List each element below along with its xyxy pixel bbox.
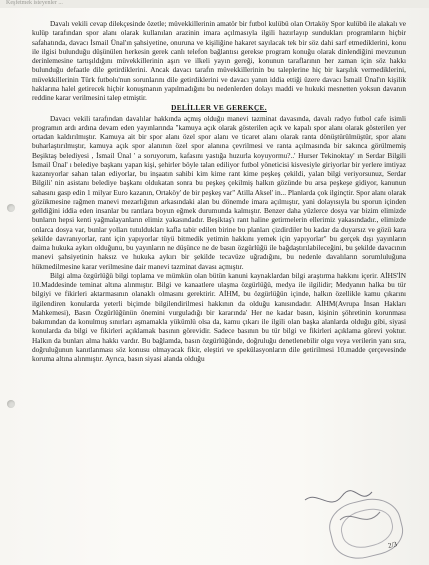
- page-number: 2/3: [387, 540, 398, 550]
- law-paragraph: Bilgi alma özgürlüğü bilgi toplama ve mümkün olan bütün kanuni kaynaklardan bilgi araştırma hakkını içerir. AİHS'İN 10.Maddesinde teminat altına alınmıştır. Bilgi ve kanaatlere ulaşma özgürlüğü, medya ile ilgilidir; Medyanın halka bu tür bilgiyi ve fikirleri aktarmasının olanaklı olmasını gerektirir. AİHM, bu özgürlüğün içinde, halkın özellikle kamu çıkarını ilgilendiren konularda yeterli biçimde bilgilendirilmesi hakkının da olduğu kanısındadır. AİHM(Avrupa İnsan Hakları Mahkemesi), Basın Özgürlüğünün önemini vurguladığı bir kararında' Her ne kadar basın, kişinin şöhretinin korunması bakımından da konulmuş sınırları aşmamakla yükümlü olsa da, kamu çıkarı ile ilgili olan başka alanlarda olduğu gibi, siyasi konularda da bilgi ve fikirleri açıklamak basının görevidir. Sadece basının bu tür bilgi ve fikirleri açıklama görevi yoktur. Halkın da bunları alma hakkı vardır. Bu bağlamda, basın özgürlüğünde, doğruluğu denetlenebilir olgu veya verilerin yanı sıra, doğruluğunun kanıtlanması söz konusu olmayacak fikir, eleştiri ve spekülasyonların dile getirilmesi 10.madde çerçevesinde koruma altına alınmıştır. Ayrıca, basın siyasi alanda olduğu: [32, 270, 406, 363]
- defense-paragraph: Davalı vekili cevap dilekçesinde özetle; müvekkillerinin amatör bir futbol kulübü olan Ortaköy Spor kulübü ile alakalı ve kulüp tarafından spor alanı olarak kullanılan arazinin imara açılmasıyla ilgili hazırlayıp sundukları programların hiçbir safahatında, davacı İsmail Ünal'ın şahsiyetine, onuruna ve kişiliğine hakaret sayılacak tek bir söz dahi sarf etmediklerini, konu ile ilgisi bulunduğu düşünülen herkesin gerek canlı telefon bağlantısı gerekse program konuğu olarak dinlendiğini mevzunun derinlemesine tartışıldığını müvekkillerinin aşırı ve ilkeli yayın gereği, konunun taraflarının her zaman için söz hakkı bulunduğu defaatle dile getirdiklerini. Ancak davacı tarafın müvekkillerinin bu taleplerine hiç bir karşılık vermediklerini, müvekkillerinin Türk futbolu'nun sorunlarını dile getirdiklerini ve davacı yanın iddia ettiği üzere davacı İsmail Ünal'ın kişilik haklarına halel getirecek hiçbir konuşmanın yapılmadığını bu nedenlerden dolayı maddi ve hukuki mesnetten yoksun davanın reddine karar verilmesini talep etmiştir.: [32, 19, 406, 102]
- faded-header-text: Keşfetmek isteyenler ...: [6, 0, 63, 6]
- section-heading: DELİLLER VE GEREKÇE.: [171, 103, 267, 113]
- claim-paragraph: Davacı vekili tarafından davalılar hakkında açmış olduğu manevi tazminat davasında, davalı radyo futbol cafe isimli programın ardı ardına devam eden yayınlarında "kamuya açık olarak gösterilen açık ve kapalı spor alanı olarak gösterilen yer ortadan kaldırılmıştır. Kamuya ait bir spor alanı özel spor alanı ve ticaret alanı olarak ranta dönüştürülmüştür, spor alanı buharlaştırılmıştır, kamuya açık spor alanının özel spor alanına çevrilmesi ve ranta açılmasında bir sakınca görülmemiş Beşiktaş belediyesi , İsmail Ünal ' a soruyorum, kafasını yastığa huzurla koyuyormu?..' Hurser Tekinoktay' ın Serdar Bilgili İsmail Ünal' ı belediye başkanı yapan kişi, şehirler böyle talan ediliyor futbol yöneticisi kisvesiyle giriyorlar bir yerlere imtiyaz kazanıyorlar sahan talan ediyorlar, bu inşaatın sahibi kim kime rant kime peşkeş çekildi, yalan bilgi veriyorsunuz, Serdar Bilgili' nin asistanı belediye başkanı oldukatan sonra bu peşkeş çekilmiş halkın gözünde bu arsa peşkeşe gidiyor, kanunun sahasını gasp edin 1 milyar Euro kazanın, Ortaköy' de bir peşkeş var" Atilla Aksel' in... Planlarda çok ilginçtir. Spor alanı olarak gözükmesine rağmen manevi mezarlığının arkasındaki alan bu dönemde imara açılmıştır, yani dolayısıyla bu sporun içinden gelldiğini iddia eden insanlar bu rantlara boyun eğmek durumunda kalmıştır. Benzer daha yüzlerce dosya var bizim elimizde bunların hepsi kenti yağmalayanların elimiz yakasındadır. Beşiktaş'ı rant haline getirmelerin ellerimiz yakasındadır., elimizde onlarca dosya var, bunlar yolları tutuldukları kafla tabir edilen birine bu planları çizdirdiler bu kadar da duyarsız ve gözü kara şekilde davranıyorlar, rant için yapıyorlar tüyü bitmedik yetimin hakkını yemek için yapıyorlar" bu gerçek dışı yayınların daima hukuka aykırı olduğunu, bu yayınların ne düşünce ne de basın özgürlüğü ile bağdaştırılabileceğini, bu şekilde davacının manevi şahsiyetinin haksız ve hukuka aykırı bir şekilde tecavüze uğradığını, bu nedenle davalıların sorumluluğuna hükmedilmesine karar verilmesine dair manevi tazminat davası açmıştır.: [32, 113, 406, 271]
